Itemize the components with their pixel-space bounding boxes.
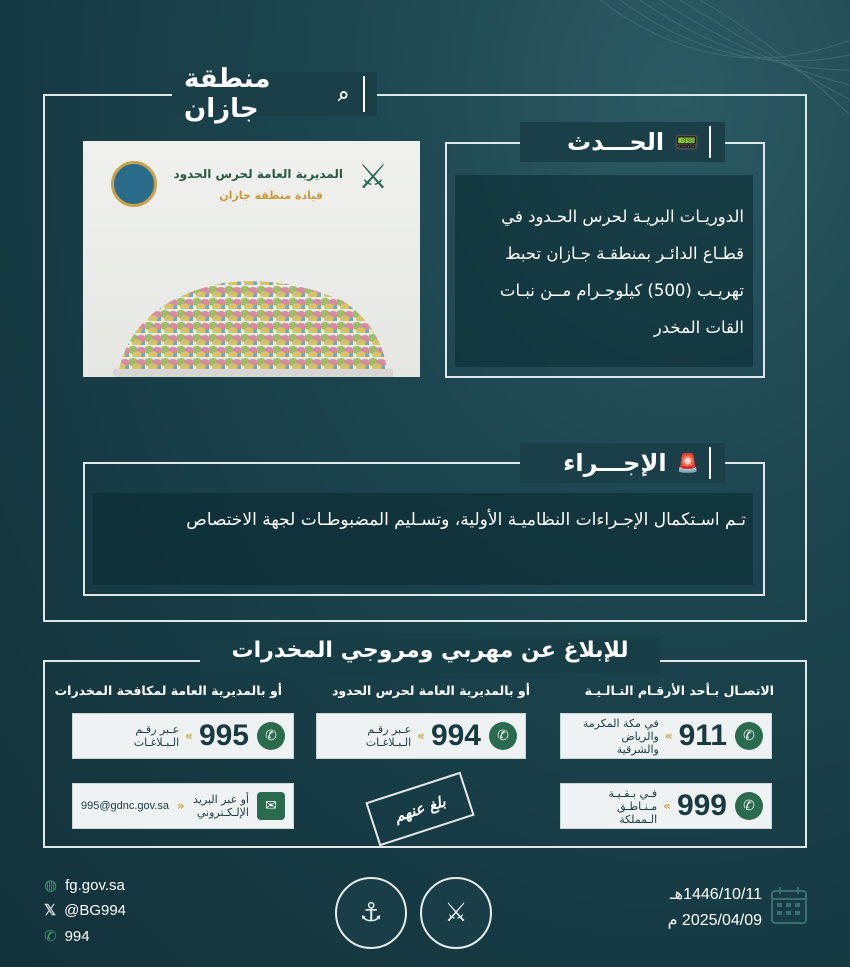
seizure-photo [83,141,420,377]
photo-caption-1: المديرية العامة لحرس الحدود [173,167,343,181]
event-heading: الحـــدث [566,128,665,156]
chevron-icon: « [417,729,425,743]
hotline-999[interactable] [560,783,772,829]
alarm-light-icon: 🚨 [676,452,699,474]
action-heading: الإجـــراء [563,449,667,477]
report-heading: للإبلاغ عن مهربي ومروجي المخدرات [231,638,629,663]
hotline-995-label: عـبر رقـم الـبـلاغـات [133,723,180,749]
chevron-icon: « [185,729,193,743]
col-head-narcotics: أو بالمديرية العامة لمكافحة المخدرات [54,683,282,698]
phone-icon: ✆ [44,928,57,945]
globe-icon: ◍ [44,877,58,894]
envelope-icon: ✉ [257,792,285,820]
col-head-hotlines: الاتصـال بـأحد الأرقـام التـالـيـة [584,683,774,698]
hotline-911-label: في مكة المكرمة والرياض والشرقية [582,716,659,756]
col-head-border-guard: أو بالمديرية العامة لحرس الحدود [331,683,530,698]
footer-phone[interactable] [44,927,90,945]
gdnc-logo [111,161,157,207]
saudi-emblem: ⚔ [420,877,492,949]
phone-text: 994 [64,927,90,945]
region-title: منطقة جازان [184,64,271,124]
event-tag [520,122,725,162]
x-twitter-icon: 𝕏 [44,902,57,919]
hijri-date: 1446/10/11هـ [669,886,762,903]
footer-twitter[interactable] [44,901,126,919]
photo-caption-2: قيادة منطقة جازان [219,189,323,202]
hotline-999-number: 999 [676,789,727,822]
phone-icon: ✆ [735,792,763,820]
hotline-911[interactable] [560,713,772,759]
chevron-icon: « [177,799,185,813]
event-body: الدوريـات البريـة لحرس الحـدود في قطـاع الدائـر بمنطقـة جـازان تحبط تهريـب (500) كيلوجـرام مــن نبـات القات المخدر [499,207,744,337]
chevron-icon: « [664,729,673,743]
hotline-999-label: فـي بـقـيـة مـنـاطـق الـمملكة [608,786,658,826]
phone-icon: ✆ [257,722,285,750]
email-label: أو عبر البريد الإلـكـتروني [193,793,249,819]
calendar-icon [770,885,808,925]
email-contact[interactable] [72,783,294,829]
hotline-994[interactable] [316,713,526,759]
saudi-emblem-logo: ⚔ [357,157,389,197]
region-title-tag [172,64,377,124]
walkie-talkie-icon: 📟 [674,130,699,154]
footer-website[interactable] [44,876,125,894]
narcotics-emblem: ⚓ [335,877,407,949]
stamp-text: بلغ عنهم [392,792,448,826]
hotline-994-number: 994 [430,719,481,752]
search-icon: ⌕ [338,82,350,106]
twitter-text: @BG994 [64,901,127,919]
phone-icon: ✆ [489,722,517,750]
action-tag [520,443,725,483]
email-address: 995@gdnc.gov.sa [81,800,170,812]
chevron-icon: « [663,799,671,813]
hotline-995-number: 995 [198,719,249,752]
seized-bundles-pile [113,261,393,377]
hotline-994-label: عـبر رقـم الـبـلاغـات [365,723,412,749]
phone-icon: ✆ [735,722,763,750]
hotline-995[interactable] [72,713,294,759]
gregorian-date: 2025/04/09 م [667,912,762,929]
action-body: تـم اسـتكمال الإجـراءات النظاميـة الأولية، وتسـليم المضبوطـات لجهة الاختصاص [186,510,746,530]
hotline-911-number: 911 [678,719,727,752]
website-text: fg.gov.sa [65,876,125,894]
